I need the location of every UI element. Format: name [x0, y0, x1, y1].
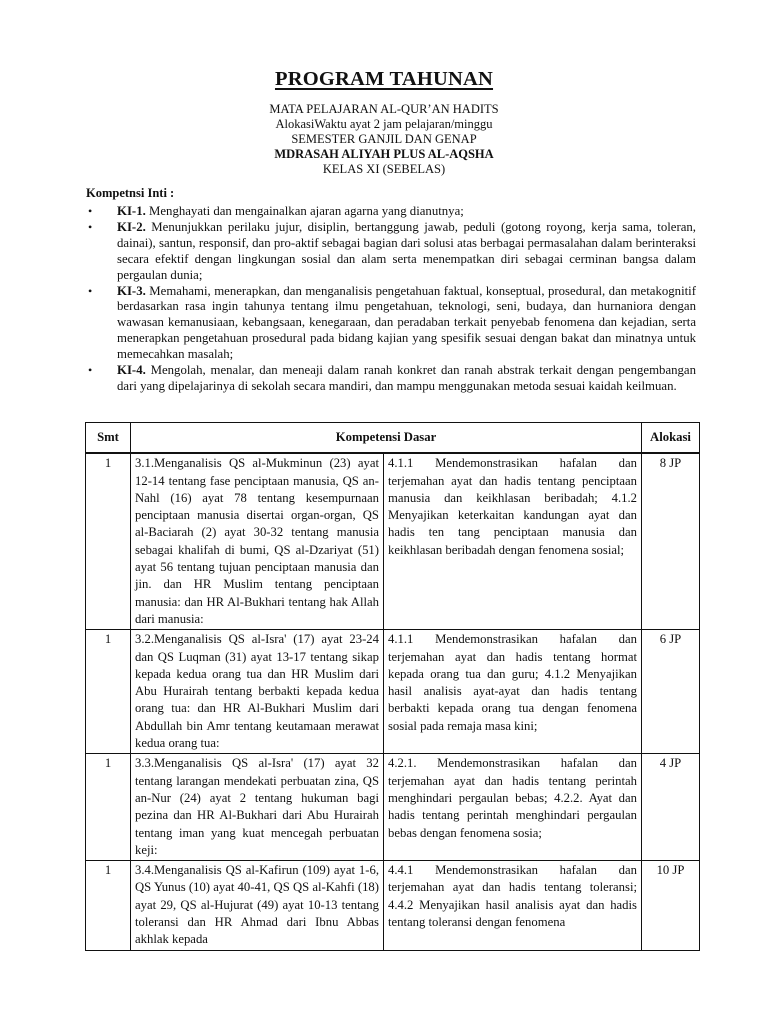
kd3-cell: 3.3.Menganalisis QS al-Isra' (17) ayat 32 tentang larangan mendekati perbuatan zina, QS an-Nur (24) ayat 2 tentang hukuman bagi pezina dan HR Al-Bukhari dari Abu Hurairah tentang iman yang kuat mencegah perbuatan keji:: [131, 754, 384, 861]
ki-text: Mengolah, menalar, dan meneaji dalam ranah konkret dan ranah abstrak terkait dengan pengembangan dari yang dipelajarinya di sekolah secara mandiri, dan mampu menggunakan metoda sesuai kaidah keilmuan.: [117, 363, 696, 393]
class-line: KELAS XI (SEBELAS): [322, 162, 446, 176]
subject-line: MATA PELAJARAN AL-QUR’AN HADITS: [269, 102, 499, 116]
table-row: [86, 453, 700, 629]
bullet-icon: •: [88, 204, 93, 218]
smt-cell: 1: [86, 453, 131, 629]
ki-text: Memahami, menerapkan, dan menganalisis pengetahuan faktual, konseptual, prosedural, dan metakognitif berdasarkan rasa ingin tahunya tentang ilmu pengetahuan, teknologi, seni, budaya, dan hurnaniora dengan wawasan kemanusiaan, kebangsaan, kenegaraan, dan peradaban terkait penyebab fenomena dan kejadian, serta menerapkan pengetahuan prosedural pada bidang kajian yang spesifik sesuai dengan bakat dan minatnya untuk memecahkan masalah;: [117, 283, 696, 362]
ki-text: Menunjukkan perilaku jujur, disiplin, bertanggung jawab, peduli (gotong royong, kerja sama, toleran, dainai), santun, responsif, dan pro-aktif sebagai bagian dari solusi atas berbagai permasalahan dalam berinteraksi secara efektif dengan lingkungan sosial dan alam serta menempatkan diri sebagai cerminan bangsa dalam pergaulan dunia;: [117, 219, 696, 282]
ki-code: KI-3.: [117, 283, 146, 298]
ki-item: [86, 204, 696, 220]
kd3-cell: 3.1.Menganalisis QS al-Mukminun (23) ayat 12-14 tentang fase penciptaan manusia, QS an-Nahl (16) ayat 78 tentang kesempurnaan penciptaan manusia disertai organ-organ, QS al-Baciarah (2) ayat 30-32 tentang manusia sebagai khalifah di bumi, QS al-Dzariyat (51) ayat 56 tentang tujuan penciptaan manusia dan jin. dan HR Muslim tentang penciptaan manusia: dan HR Al-Bukhari tentang hak Allah dari manusia:: [131, 453, 384, 629]
kd4-cell: 4.4.1 Mendemonstrasikan hafalan dan terjemahan ayat dan hadis tentang toleransi; 4.4.2 Menyajikan hasil analisis ayat dan hadis tentang toleransi dengan fenomena: [384, 861, 642, 950]
kd3-cell: 3.2.Menganalisis QS al-Isra' (17) ayat 23-24 dan QS Luqman (31) ayat 13-17 tentang sikap kepada kedua orang tua dan HR Muslim dari Abu Hurairah tentang berbakti kepada kedua orang tua: dan HR Al-Bukhari Muslim dari Abdullah bin Amr tentang keutamaan merawat kedua orang tua:: [131, 630, 384, 754]
alokasi-cell: 10 JP: [642, 861, 700, 950]
page-title: PROGRAM TAHUNAN: [274, 68, 494, 90]
table-header-row: [86, 423, 700, 454]
ki-code: KI-1.: [117, 204, 146, 218]
ki-item: [86, 284, 696, 364]
smt-cell: 1: [86, 630, 131, 754]
alokasi-cell: 4 JP: [642, 754, 700, 861]
smt-cell: 1: [86, 754, 131, 861]
school-line: MDRASAH ALIYAH PLUS AL-AQSHA: [274, 147, 494, 161]
bullet-icon: •: [88, 283, 93, 298]
ki-text: Menghayati dan mengainalkan ajaran agarna yang dianutnya;: [145, 204, 464, 218]
ki-item: [86, 220, 696, 284]
table-row: [86, 861, 700, 950]
header-kompetensi-dasar: Kompetensi Dasar: [131, 423, 642, 454]
ki-code: KI-2.: [117, 219, 146, 234]
kd4-cell: 4.2.1. Mendemonstrasikan hafalan dan terjemahan ayat dan hadis tentang perintah menghindari pergaulan bebas; 4.2.2. Ayat dan hadis tentang perintah menghindari pergaulan bebas dengan fenomena sosia;: [384, 754, 642, 861]
table-row: [86, 630, 700, 754]
kd4-cell: 4.1.1 Mendemonstrasikan hafalan dan terjemahan ayat dan hadis tentang penciptaan manusia dan keikhlasan beribadah; 4.1.2 Menyajikan keterkaitan kandungan ayat dan hadis ten tang penciptaan manusia dan keikhlasan beribadah dengan fenomena sosial;: [384, 453, 642, 629]
header-alokasi: Alokasi: [642, 423, 700, 454]
header-smt: Smt: [86, 423, 131, 454]
table-row: [86, 754, 700, 861]
ki-item: [86, 363, 696, 395]
bullet-icon: •: [88, 363, 93, 378]
kd4-cell: 4.1.1 Mendemonstrasikan hafalan dan terjemahan ayat dan hadis tentang hormat kepada orang tua dan guru; 4.1.2 Menyajikan hasil analisis ayat-ayat dan hadis tentang berbakti kepada orang tua dengan fenomena sosial pada remaja masa kini;: [384, 630, 642, 754]
semester-line: SEMESTER GANJIL DAN GENAP: [291, 132, 477, 146]
allocation-line: AlokasiWaktu ayat 2 jam pelajaran/minggu: [275, 117, 493, 131]
kd3-cell: 3.4.Menganalisis QS al-Kafirun (109) ayat 1-6, QS Yunus (10) ayat 40-41, QS QS al-Kahfi (18) ayat 29, QS al-Hujurat (49) ayat 10-13 tentang toleransi dan HR Ahmad dari Ibnu Abbas akhlak kepada: [131, 861, 384, 950]
ki-code: KI-4.: [117, 363, 146, 378]
smt-cell: 1: [86, 861, 131, 950]
kompetensi-dasar-table: [85, 422, 700, 951]
bullet-icon: •: [88, 219, 93, 234]
kompetensi-inti-heading: Kompetnsi Inti :: [86, 186, 175, 200]
alokasi-cell: 8 JP: [642, 453, 700, 629]
kompetensi-inti-list: [86, 204, 696, 395]
alokasi-cell: 6 JP: [642, 630, 700, 754]
